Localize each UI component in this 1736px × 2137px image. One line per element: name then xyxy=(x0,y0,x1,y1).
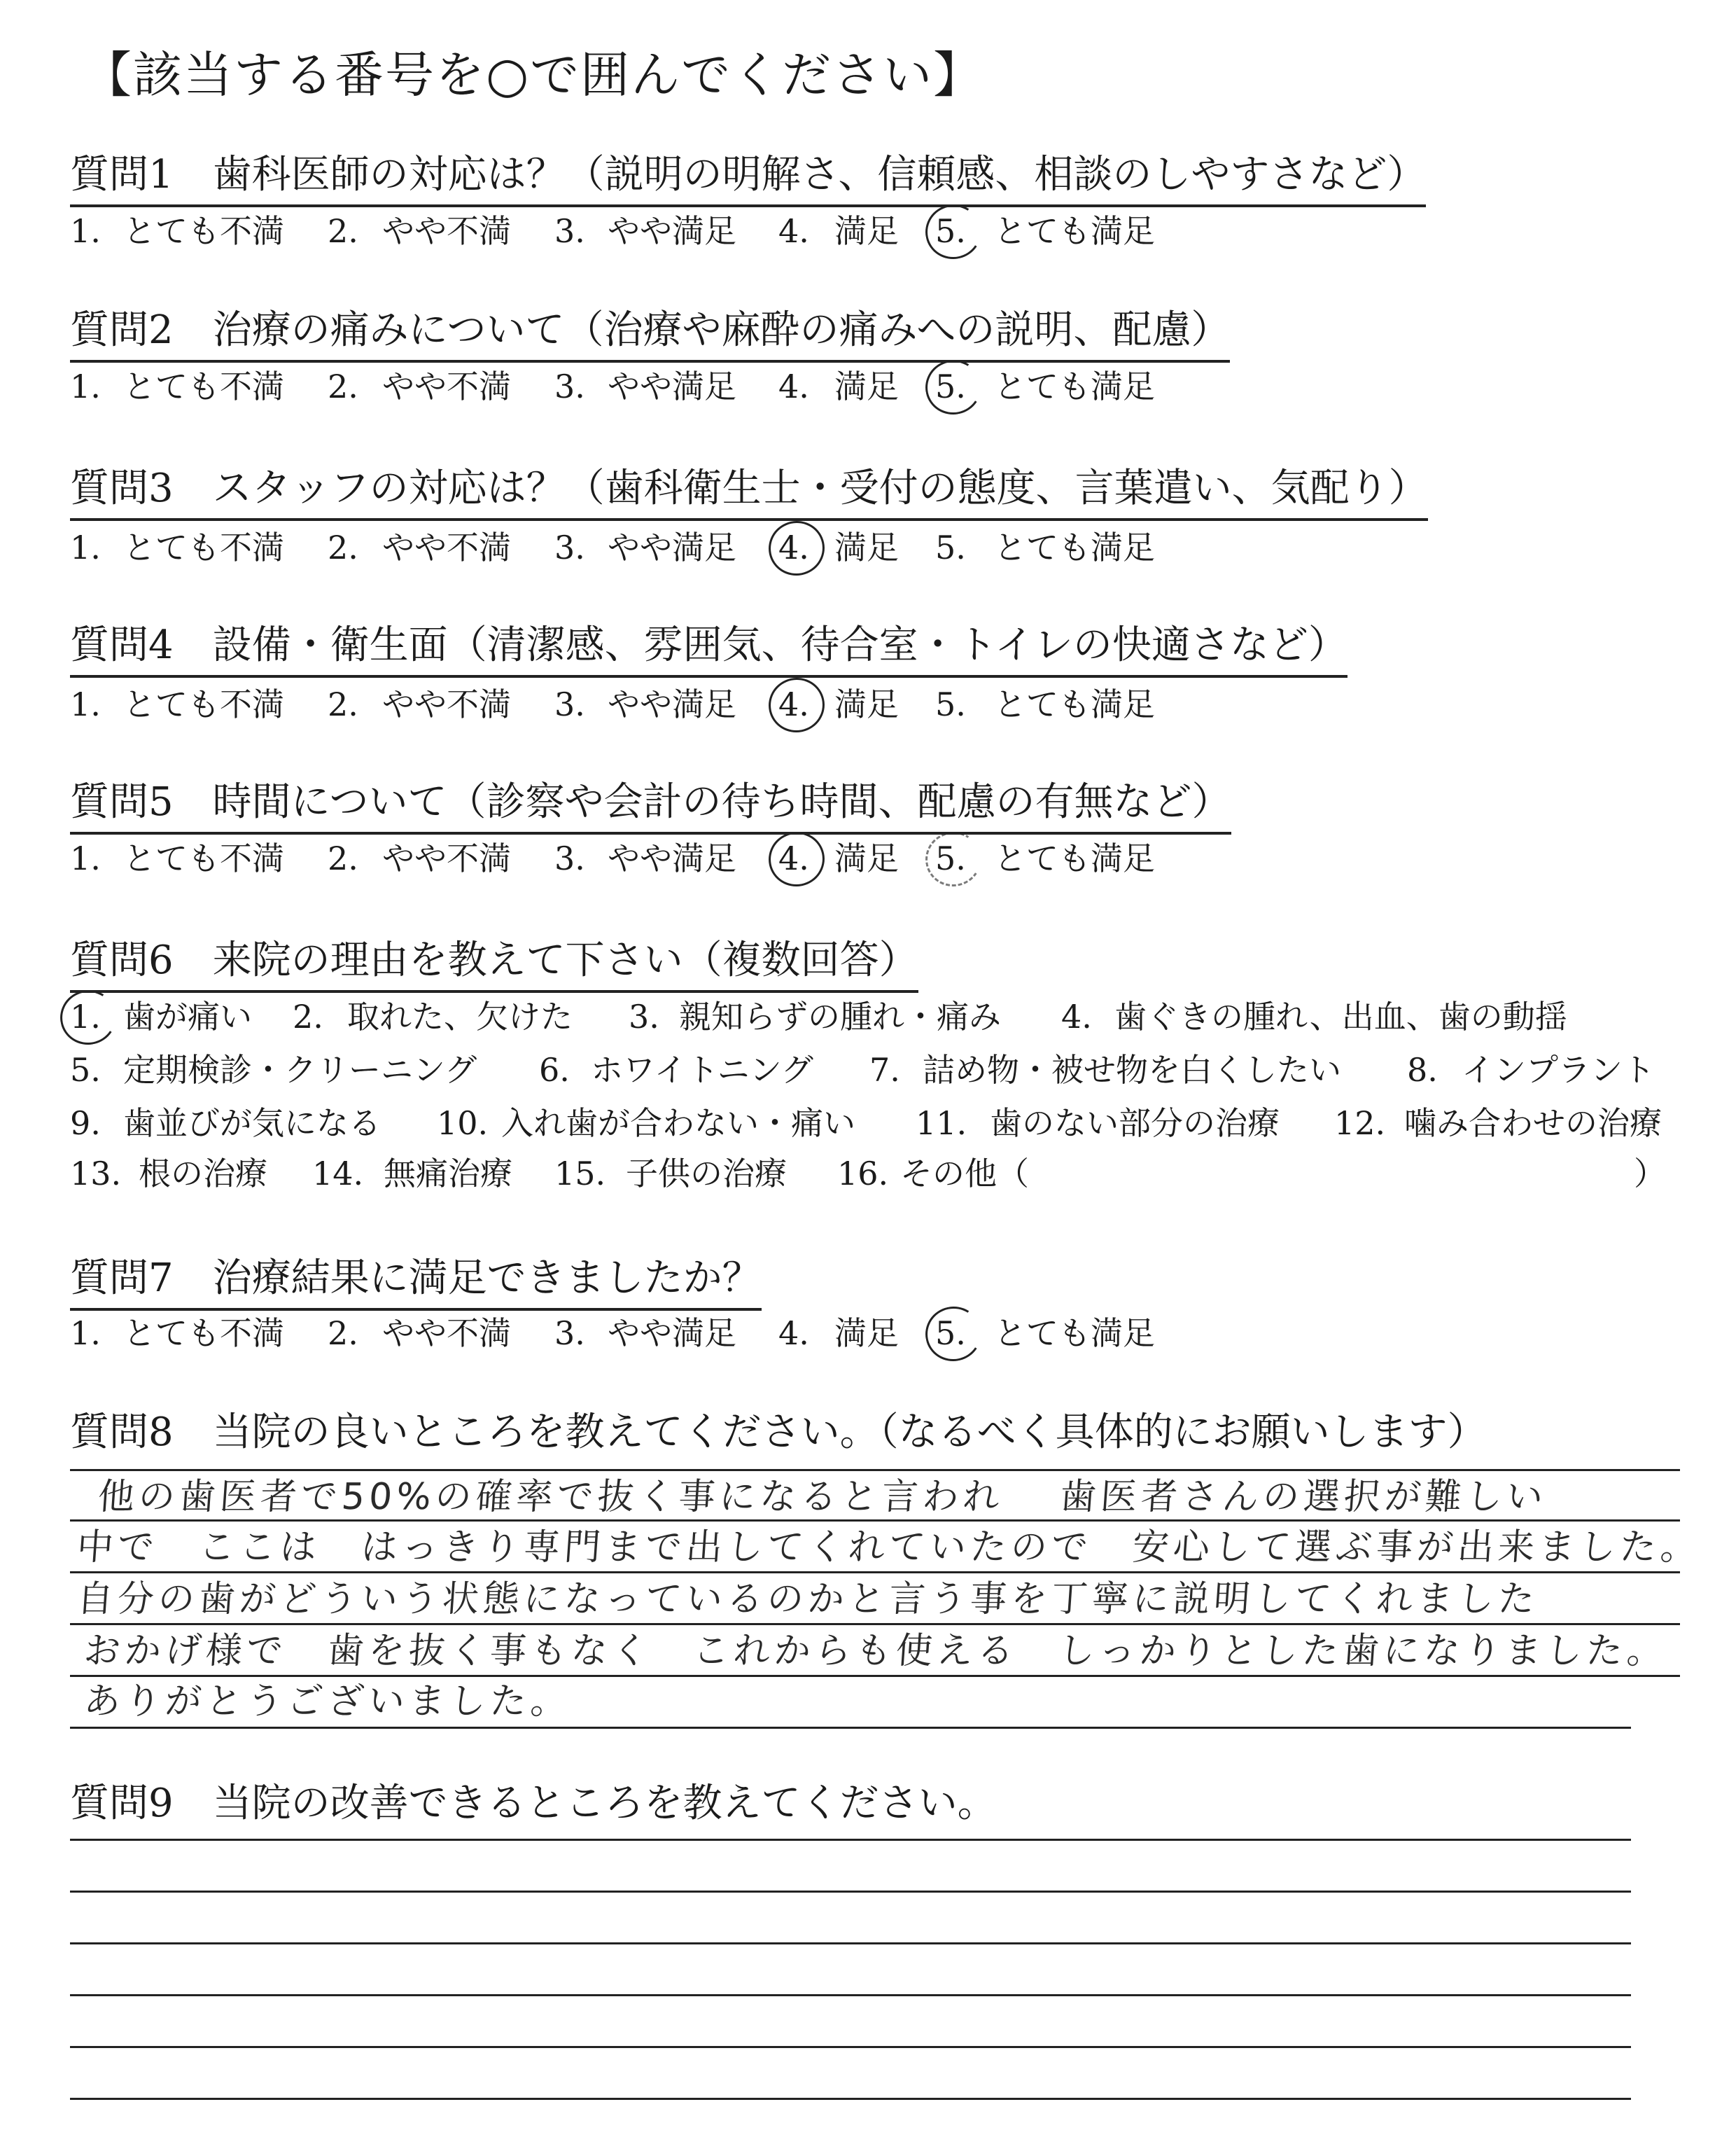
option-number: 2. xyxy=(328,840,358,877)
question-2-heading: 質問2 治療の痛みについて（治療や麻酔の痛みへの説明、配慮） xyxy=(70,305,1230,363)
question-3-heading: 質問3 スタッフの対応は？（歯科衛生士・受付の態度、言葉遣い、気配り） xyxy=(70,464,1428,521)
option-label: やや不満 xyxy=(382,1314,511,1352)
answer-line xyxy=(70,2098,1631,2100)
option-number: 5. xyxy=(935,685,966,723)
form-title: 【該当する番号を○で囲んでください】 xyxy=(83,46,984,104)
option-number: 4. xyxy=(778,840,809,877)
handwritten-answer-line: おかげ様で 歯を抜く事もなく これからも使える しっかりとした歯になりました。 xyxy=(82,1630,1670,1672)
option-number: 5. xyxy=(935,1314,966,1352)
answer-circle-mark[interactable] xyxy=(764,673,830,738)
handwritten-answer-line: 他の歯医者で50%の確率で抜く事になると言われ 歯医者さんの選択が難しい xyxy=(96,1476,1549,1518)
option-label: とても不満 xyxy=(123,368,284,405)
option-number: 11. xyxy=(916,1104,967,1142)
option-label: やや不満 xyxy=(382,840,511,877)
option-label: やや満足 xyxy=(608,212,736,250)
option-label: やや不満 xyxy=(382,212,511,250)
option-number: 2. xyxy=(328,212,358,250)
question-8-heading: 質問8 当院の良いところを教えてください。（なるべく具体的にお願いします） xyxy=(70,1409,1487,1455)
option-number: 12. xyxy=(1334,1104,1386,1142)
question-6-heading: 質問6 来院の理由を教えて下さい（複数回答） xyxy=(70,935,918,993)
option-label: 満足 xyxy=(834,368,899,405)
option-label: 満足 xyxy=(834,1314,899,1352)
option-number: 3. xyxy=(629,998,659,1036)
option-number: 1. xyxy=(70,685,101,723)
option-label: 無痛治療 xyxy=(384,1155,512,1192)
option-label: やや満足 xyxy=(608,685,736,723)
option-label: やや満足 xyxy=(608,368,736,405)
question-1-heading: 質問1 歯科医師の対応は？（説明の明解さ、信頼感、相談のしやすさなど） xyxy=(70,150,1426,207)
option-label: 取れた、欠けた xyxy=(347,998,573,1036)
option-number: 4. xyxy=(778,685,809,723)
option-label: やや満足 xyxy=(608,529,736,566)
option-number: 5. xyxy=(935,529,966,566)
answer-circle-mark[interactable] xyxy=(920,200,986,265)
question-7-heading: 質問7 治療結果に満足できましたか？ xyxy=(70,1253,762,1311)
answer-circle-mark[interactable] xyxy=(764,516,830,581)
option-label: とても不満 xyxy=(123,1314,284,1352)
option-number: 3. xyxy=(554,1314,585,1352)
option-number: 5. xyxy=(935,368,966,405)
option-label: やや不満 xyxy=(382,685,511,723)
answer-line xyxy=(70,1675,1680,1677)
option-number: 1. xyxy=(70,529,101,566)
answer-line xyxy=(70,1519,1680,1522)
option-number: 3. xyxy=(554,212,585,250)
option-label: 歯並びが気になる xyxy=(123,1104,381,1142)
answer-line xyxy=(70,1891,1631,1893)
option-number: 3. xyxy=(554,840,585,877)
answer-line xyxy=(70,1571,1680,1573)
option-number: 1. xyxy=(70,998,101,1036)
answer-line xyxy=(70,1469,1680,1471)
option-label: とても満足 xyxy=(994,840,1155,877)
answer-line xyxy=(70,2046,1631,2048)
answer-circle-mark[interactable] xyxy=(920,355,986,420)
option-label: やや不満 xyxy=(382,368,511,405)
question-4-heading: 質問4 設備・衛生面（清潔感、雰囲気、待合室・トイレの快適さなど） xyxy=(70,620,1348,678)
option-label: 根の治療 xyxy=(139,1155,267,1192)
option-number: 7. xyxy=(869,1051,900,1089)
option-label: 歯ぐきの腫れ、出血、歯の動揺 xyxy=(1114,998,1567,1036)
option-label: とても不満 xyxy=(123,529,284,566)
option-label: 親知らずの腫れ・痛み xyxy=(679,998,1001,1036)
option-label: とても満足 xyxy=(994,368,1155,405)
answer-line xyxy=(70,1994,1631,1996)
answer-line xyxy=(70,1623,1680,1625)
handwritten-answer-line: 自分の歯がどういう状態になっているのかと言う事を丁寧に説明してくれました xyxy=(75,1578,1541,1620)
option-label: とても満足 xyxy=(994,529,1155,566)
other-close-paren: ） xyxy=(1634,1155,1666,1192)
option-label: とても不満 xyxy=(123,840,284,877)
option-label: インプラント xyxy=(1462,1051,1655,1089)
option-label: 満足 xyxy=(834,840,899,877)
option-number: 2. xyxy=(328,685,358,723)
question-5-heading: 質問5 時間について（診察や会計の待ち時間、配慮の有無など） xyxy=(70,777,1231,835)
option-label: 子供の治療 xyxy=(626,1155,787,1192)
option-number: 5. xyxy=(935,212,966,250)
option-number: 8. xyxy=(1407,1051,1438,1089)
option-label: やや不満 xyxy=(382,529,511,566)
question-9-heading: 質問9 当院の改善できるところを教えてください。 xyxy=(70,1781,997,1826)
option-number: 1. xyxy=(70,840,101,877)
option-number: 2. xyxy=(328,1314,358,1352)
option-label: その他（ xyxy=(900,1155,1029,1192)
faint-circle-mark xyxy=(920,827,986,892)
option-label: 定期検診・クリーニング xyxy=(123,1051,477,1089)
option-number: 5. xyxy=(935,840,966,877)
option-label: 歯が痛い xyxy=(123,998,252,1036)
option-label: 詰め物・被せ物を白くしたい xyxy=(923,1051,1341,1089)
option-number: 3. xyxy=(554,685,585,723)
option-number: 15. xyxy=(554,1155,606,1192)
option-number: 16. xyxy=(837,1155,889,1192)
option-number: 4. xyxy=(778,529,809,566)
answer-line xyxy=(70,1727,1631,1729)
option-label: 満足 xyxy=(834,212,899,250)
option-number: 6. xyxy=(539,1051,570,1089)
option-number: 10. xyxy=(437,1104,489,1142)
option-label: 満足 xyxy=(834,685,899,723)
option-label: 満足 xyxy=(834,529,899,566)
option-number: 1. xyxy=(70,368,101,405)
option-number: 1. xyxy=(70,212,101,250)
option-label: とても満足 xyxy=(994,1314,1155,1352)
option-number: 14. xyxy=(312,1155,364,1192)
option-label: 噛み合わせの治療 xyxy=(1404,1104,1662,1142)
option-label: とても不満 xyxy=(123,212,284,250)
option-number: 4. xyxy=(1061,998,1092,1036)
option-label: やや満足 xyxy=(608,840,736,877)
option-number: 3. xyxy=(554,529,585,566)
option-number: 1. xyxy=(70,1314,101,1352)
option-number: 2. xyxy=(328,529,358,566)
option-number: 4. xyxy=(778,1314,809,1352)
option-number: 9. xyxy=(70,1104,101,1142)
option-number: 3. xyxy=(554,368,585,405)
option-number: 2. xyxy=(328,368,358,405)
option-number: 13. xyxy=(70,1155,122,1192)
answer-circle-mark[interactable] xyxy=(55,985,121,1050)
option-label: 入れ歯が合わない・痛い xyxy=(501,1104,855,1142)
option-number: 4. xyxy=(778,368,809,405)
option-label: とても満足 xyxy=(994,212,1155,250)
handwritten-answer-line: ありがとうございました。 xyxy=(82,1680,573,1722)
option-number: 2. xyxy=(293,998,323,1036)
answer-circle-mark[interactable] xyxy=(920,1302,986,1367)
option-label: とても満足 xyxy=(994,685,1155,723)
answer-circle-mark[interactable] xyxy=(764,827,830,892)
option-label: とても不満 xyxy=(123,685,284,723)
option-number: 5. xyxy=(70,1051,101,1089)
answer-line xyxy=(70,1839,1631,1841)
answer-line xyxy=(70,1942,1631,1944)
option-label: 歯のない部分の治療 xyxy=(990,1104,1280,1142)
option-number: 4. xyxy=(778,212,809,250)
option-label: ホワイトニング xyxy=(591,1051,813,1089)
option-label: やや満足 xyxy=(608,1314,736,1352)
handwritten-answer-line: 中で ここは はっきり専門まで出してくれていたので 安心して選ぶ事が出来ました。 xyxy=(75,1526,1703,1568)
